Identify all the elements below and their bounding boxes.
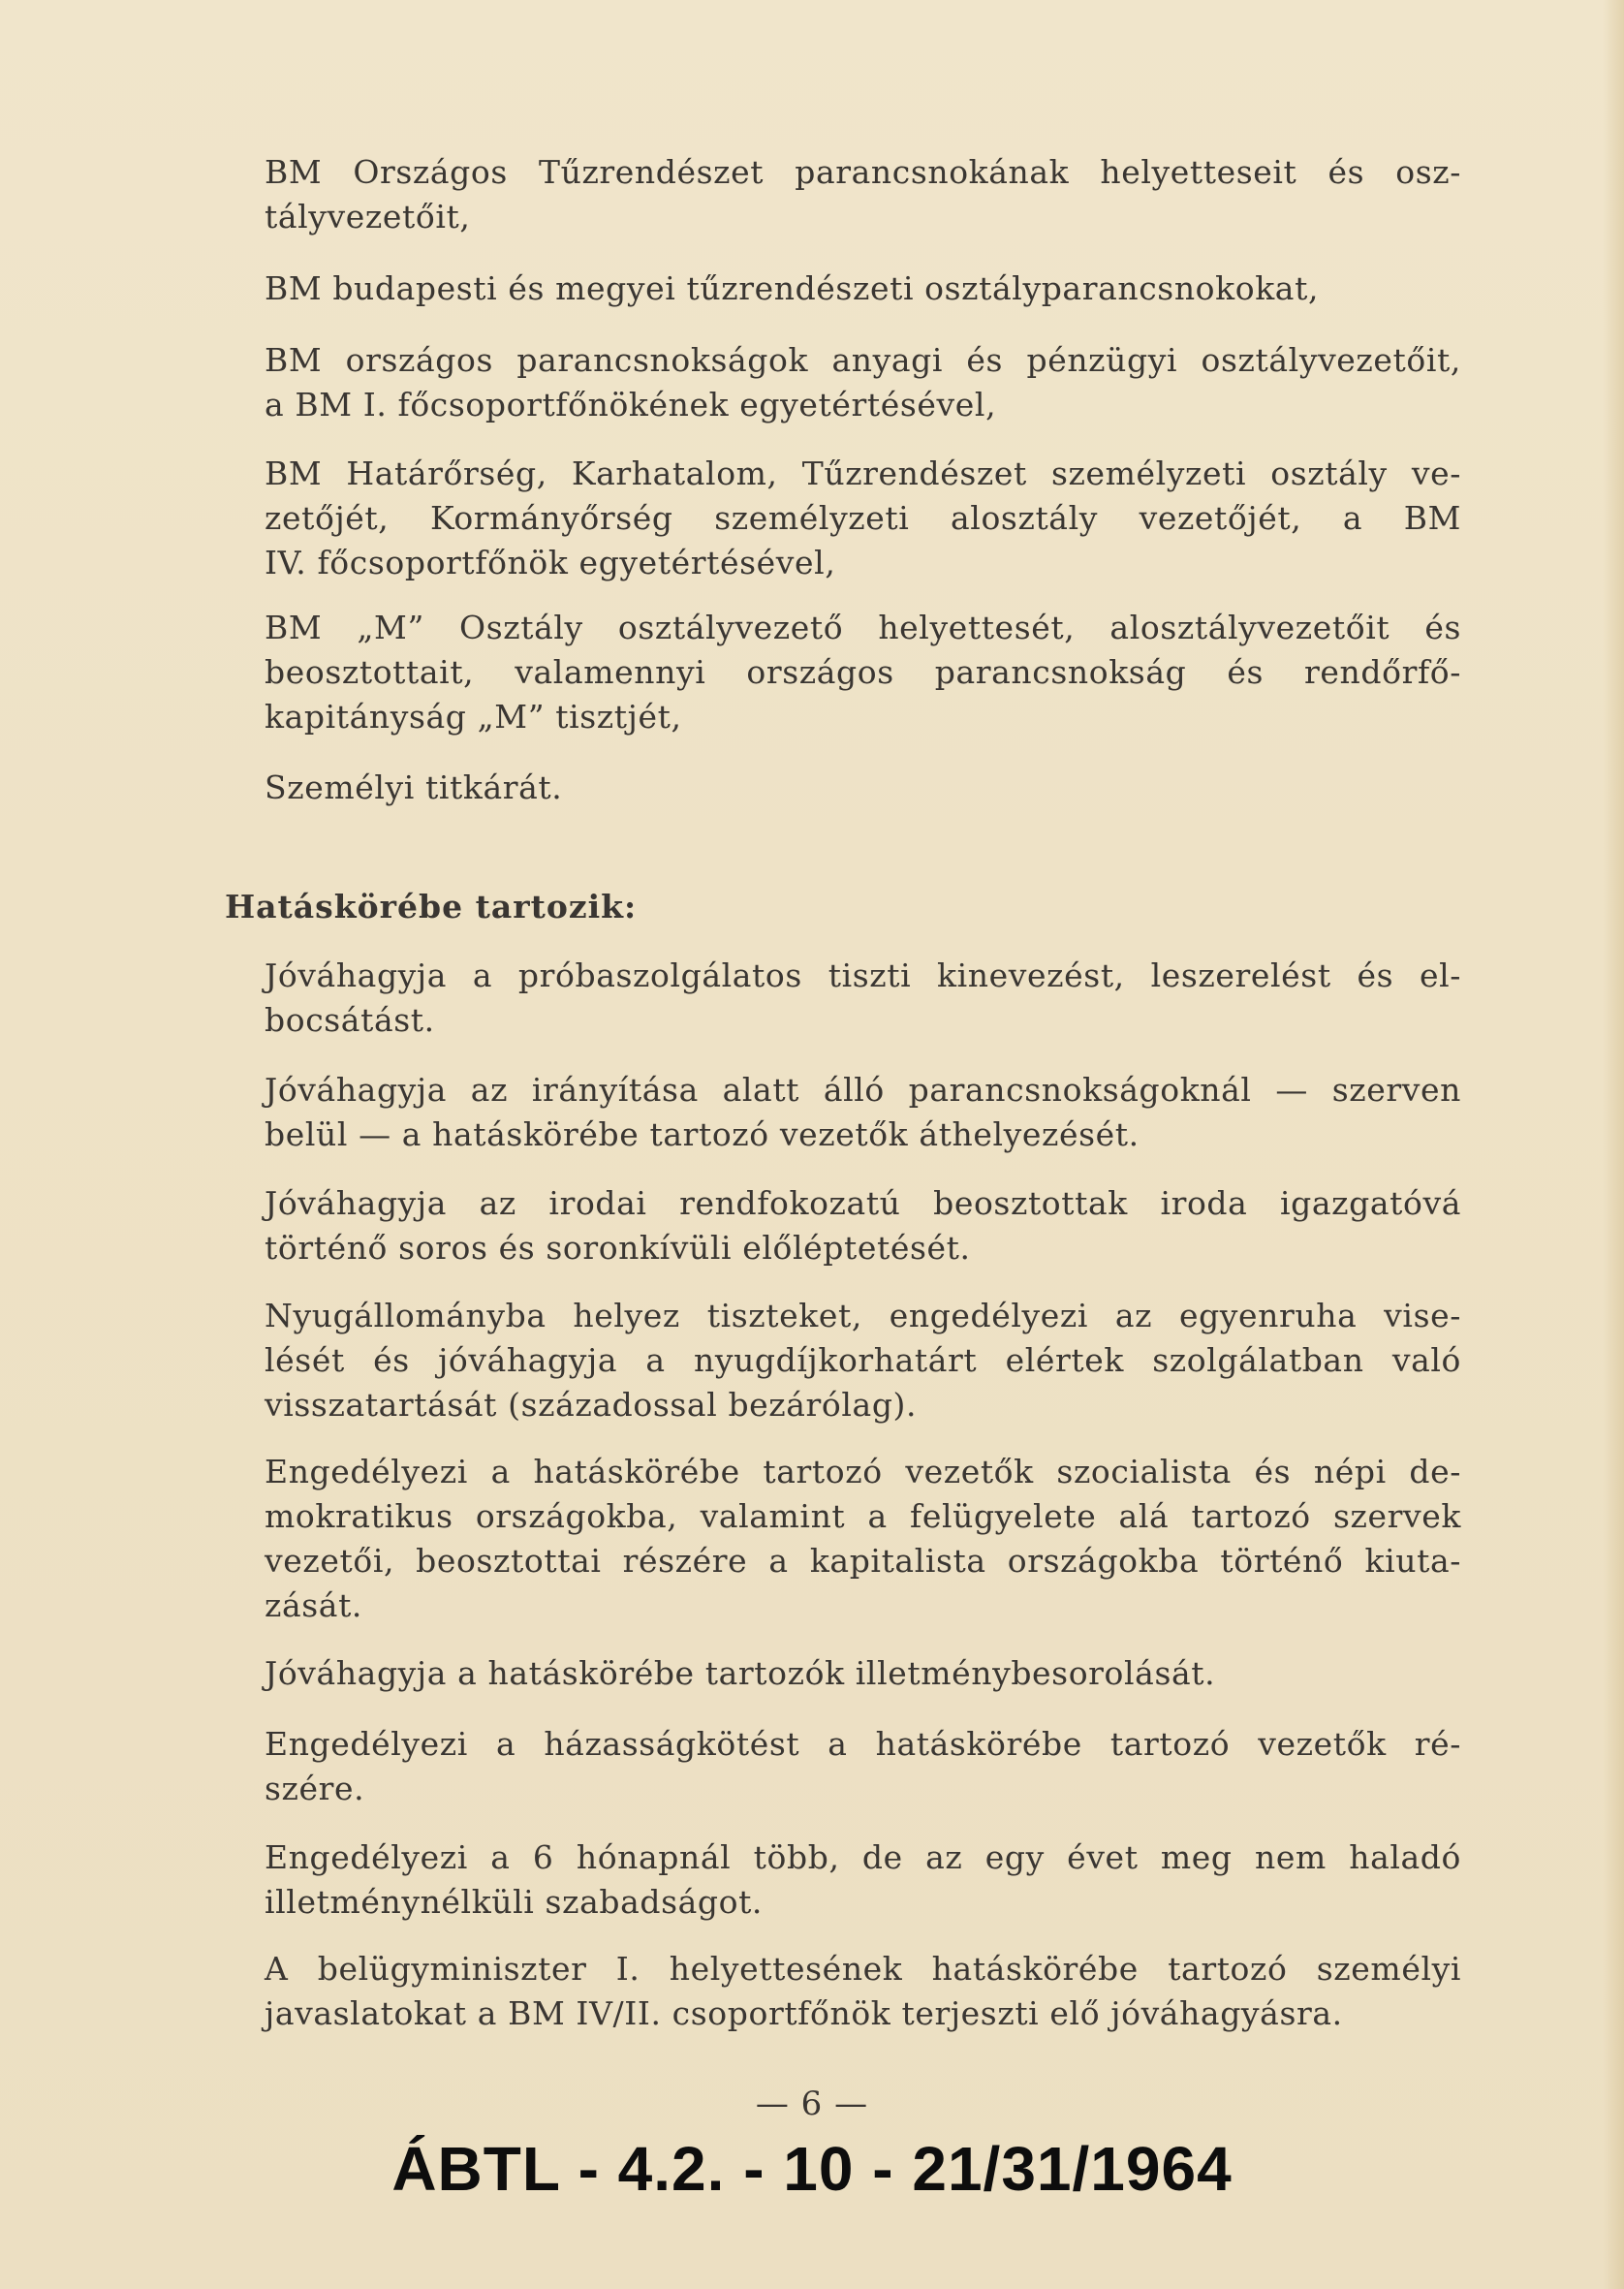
page-number: — 6 — bbox=[755, 2085, 869, 2123]
paragraph bbox=[265, 766, 1461, 810]
paragraph-line: BM „M” Osztály osztályvezető helyettesét, alosztályvezetőit és bbox=[265, 609, 1461, 646]
paragraph-line: IV. főcsoportfőnök egyetértésével, bbox=[265, 544, 836, 581]
page-edge-shadow bbox=[1603, 0, 1624, 2289]
paragraph bbox=[265, 954, 1461, 1043]
paragraph-line: szére. bbox=[265, 1770, 365, 1807]
paragraph-line: Jóváhagyja az irányítása alatt álló parancsnokságoknál — szerven bbox=[265, 1071, 1461, 1109]
paragraph-line: Személyi titkárát. bbox=[265, 768, 563, 806]
paragraph-line: A belügyminiszter I. helyettesének hatáskörébe tartozó személyi bbox=[265, 1950, 1461, 1988]
paragraph-line: beosztottait, valamennyi országos parancsnokság és rendőrfő- bbox=[265, 653, 1461, 691]
paragraph bbox=[265, 1450, 1461, 1628]
paragraph-line: Engedélyezi a hatáskörébe tartozó vezetők szocialista és népi de- bbox=[265, 1453, 1461, 1490]
paragraph-line: Engedélyezi a házasságkötést a hatáskörébe tartozó vezetők ré- bbox=[265, 1725, 1461, 1763]
paragraph-line: a BM I. főcsoportfőnökének egyetértésével, bbox=[265, 386, 997, 423]
paragraph-line: illetménynélküli szabadságot. bbox=[265, 1883, 764, 1921]
paragraph-line: mokratikus országokba, valamint a felügyelete alá tartozó szervek bbox=[265, 1497, 1461, 1535]
paragraph-line: BM Országos Tűzrendészet parancsnokának helyetteseit és osz- bbox=[265, 153, 1461, 191]
paragraph-line: zását. bbox=[265, 1586, 363, 1624]
paragraph bbox=[265, 1181, 1461, 1270]
section-heading: Hatáskörébe tartozik: bbox=[225, 888, 638, 925]
paragraph bbox=[265, 267, 1461, 311]
paragraph-line: BM országos parancsnokságok anyagi és pénzügyi osztályvezetőit, bbox=[265, 341, 1461, 379]
paragraph-line: Jóváhagyja a próbaszolgálatos tiszti kinevezést, leszerelést és el- bbox=[265, 956, 1461, 994]
paragraph bbox=[265, 1835, 1461, 1925]
paragraph bbox=[265, 1722, 1461, 1811]
paragraph bbox=[265, 606, 1461, 739]
paragraph-line: BM Határőrség, Karhatalom, Tűzrendészet személyzeti osztály ve- bbox=[265, 455, 1461, 492]
paragraph-line: Engedélyezi a 6 hónapnál több, de az egy évet meg nem haladó bbox=[265, 1838, 1461, 1876]
paragraph bbox=[265, 1068, 1461, 1157]
paragraph bbox=[265, 338, 1461, 427]
paragraph bbox=[265, 1651, 1461, 1696]
paragraph-line: BM budapesti és megyei tűzrendészeti osztályparancsnokokat, bbox=[265, 269, 1320, 307]
paragraph bbox=[265, 1947, 1461, 2036]
paragraph-line: bocsátást. bbox=[265, 1001, 435, 1039]
paragraph bbox=[265, 452, 1461, 585]
paragraph bbox=[265, 150, 1461, 239]
paragraph-line: zetőjét, Kormányőrség személyzeti alosztály vezetőjét, a BM bbox=[265, 499, 1461, 537]
paragraph-line: Jóváhagyja az irodai rendfokozatú beosztottak iroda igazgatóvá bbox=[265, 1184, 1461, 1222]
paragraph-line: történő soros és soronkívüli előléptetését. bbox=[265, 1229, 971, 1267]
paragraph-line: vezetői, beosztottai részére a kapitalista országokba történő kiuta- bbox=[265, 1542, 1461, 1580]
paragraph-line: Jóváhagyja a hatáskörébe tartozók illetménybesorolását. bbox=[265, 1654, 1216, 1692]
archive-reference-stamp: ÁBTL - 4.2. - 10 - 21/31/1964 bbox=[391, 2134, 1233, 2204]
paragraph-line: kapitányság „M” tisztjét, bbox=[265, 698, 682, 736]
paragraph-line: javaslatokat a BM IV/II. csoportfőnök terjeszti elő jóváhagyásra. bbox=[265, 1994, 1343, 2032]
paragraph-line: tályvezetőit, bbox=[265, 198, 471, 235]
paragraph-line: Nyugállományba helyez tiszteket, engedélyezi az egyenruha vise- bbox=[265, 1297, 1461, 1334]
paragraph-line: belül — a hatáskörébe tartozó vezetők áthelyezését. bbox=[265, 1115, 1140, 1153]
paragraph-line: visszatartását (századossal bezárólag). bbox=[265, 1386, 918, 1424]
paragraph-line: lését és jóváhagyja a nyugdíjkorhatárt elértek szolgálatban való bbox=[265, 1341, 1461, 1379]
paragraph bbox=[265, 1294, 1461, 1427]
